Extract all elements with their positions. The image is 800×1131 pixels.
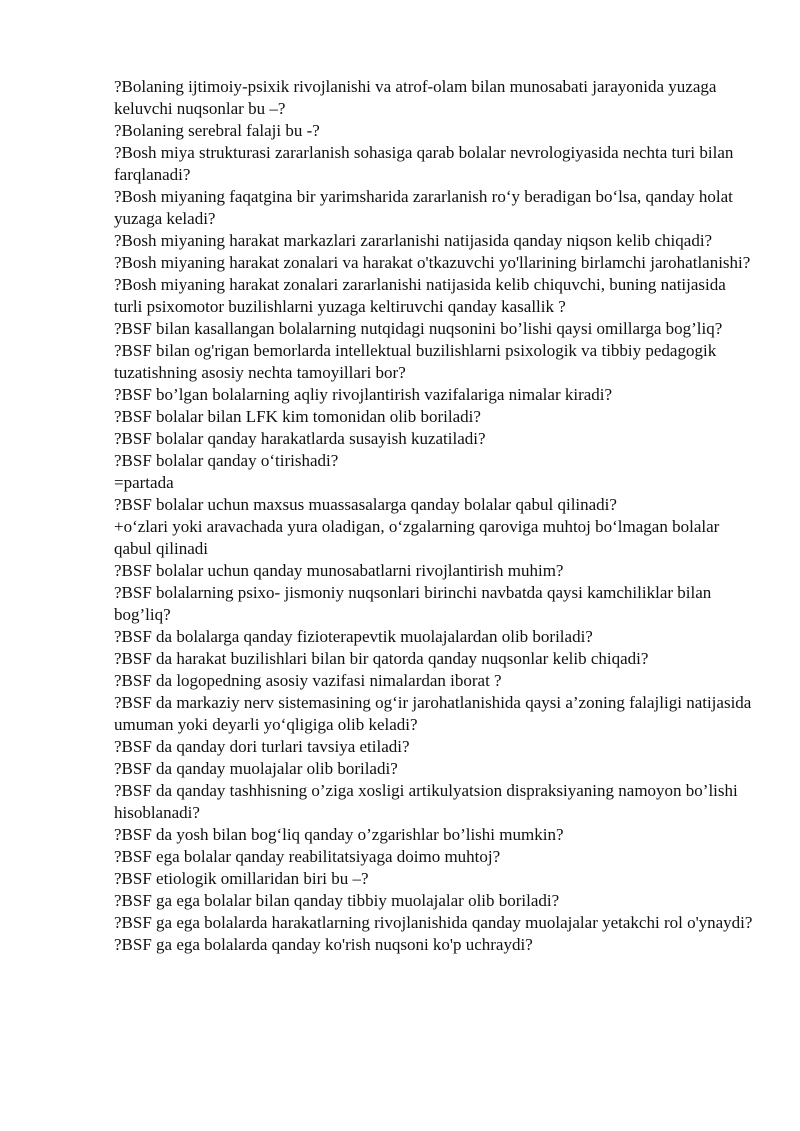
text-line-20: ?BSF da harakat buzilishlari bilan bir qatorda qanday nuqsonlar kelib chiqadi? xyxy=(114,649,649,668)
text-line-27: ?BSF ega bolalar qanday reabilitatsiyaga doimo muhtoj? xyxy=(114,847,501,866)
text-line-9: ?BSF bilan og'rigan bemorlarda intellektual buzilishlarni psixologik va tibbiy pedagogik tuzatishning asosiy nechta tamoyillari bor? xyxy=(114,341,717,382)
text-line-7: ?Bosh miyaning harakat zonalari zararlanishi natijasida kelib chiquvchi, buning natijasida turli psixomotor buzilishlarni yuzaga keltiruvchi qanday kasallik ? xyxy=(114,275,726,316)
text-line-31: ?BSF ga ega bolalarda qanday ko'rish nuqsoni ko'p uchraydi? xyxy=(114,935,533,954)
text-line-11: ?BSF bolalar bilan LFK kim tomonidan olib boriladi? xyxy=(114,407,481,426)
text-line-25: ?BSF da qanday tashhisning o’ziga xosligi artikulyatsion dispraksiyaning namoyon bo’lishi hisoblanadi? xyxy=(114,781,738,822)
text-line-30: ?BSF ga ega bolalarda harakatlarning rivojlanishida qanday muolajalar yetakchi rol o'ynaydi? xyxy=(114,913,753,932)
text-line-1: ?Bolaning ijtimoiy-psixik rivojlanishi va atrof-olam bilan munosabati jarayonida yuzaga keluvchi nuqsonlar bu –? xyxy=(114,77,717,118)
text-line-4: ?Bosh miyaning faqatgina bir yarimsharida zararlanish ro‘y beradigan bo‘lsa, qanday holat yuzaga keladi? xyxy=(114,187,733,228)
text-line-28: ?BSF etiologik omillaridan biri bu –? xyxy=(114,869,369,888)
text-line-19: ?BSF da bolalarga qanday fizioterapevtik muolajalardan olib boriladi? xyxy=(114,627,593,646)
text-line-5: ?Bosh miyaning harakat markazlari zararlanishi natijasida qanday niqson kelib chiqadi? xyxy=(114,231,713,250)
text-line-22: ?BSF da markaziy nerv sistemasining og‘ir jarohatlanishida qaysi a’zoning falajligi natijasida umuman yoki deyarli yo‘qligiga olib keladi? xyxy=(114,693,752,734)
text-line-8: ?BSF bilan kasallangan bolalarning nutqidagi nuqsonini bo’lishi qaysi omillarga bog’liq? xyxy=(114,319,723,338)
text-line-13: ?BSF bolalar qanday o‘tirishadi? xyxy=(114,451,339,470)
text-line-3: ?Bosh miya strukturasi zararlanish sohasiga qarab bolalar nevrologiyasida nechta turi bilan farqlanadi? xyxy=(114,143,734,184)
text-line-16: +o‘zlari yoki aravachada yura oladigan, o‘zgalarning qaroviga muhtoj bo‘lmagan bolalar qabul qilinadi xyxy=(114,517,720,558)
document-page xyxy=(114,76,754,956)
text-line-15: ?BSF bolalar uchun maxsus muassasalarga qanday bolalar qabul qilinadi? xyxy=(114,495,617,514)
text-line-29: ?BSF ga ega bolalar bilan qanday tibbiy muolajalar olib boriladi? xyxy=(114,891,560,910)
text-line-24: ?BSF da qanday muolajalar olib boriladi? xyxy=(114,759,398,778)
text-line-10: ?BSF bo’lgan bolalarning aqliy rivojlantirish vazifalariga nimalar kiradi? xyxy=(114,385,613,404)
text-line-2: ?Bolaning serebral falaji bu -? xyxy=(114,121,320,140)
text-line-12: ?BSF bolalar qanday harakatlarda susayish kuzatiladi? xyxy=(114,429,486,448)
text-line-26: ?BSF da yosh bilan bog‘liq qanday o’zgarishlar bo’lishi mumkin? xyxy=(114,825,564,844)
text-line-18: ?BSF bolalarning psixo- jismoniy nuqsonlari birinchi navbatda qaysi kamchiliklar bilan bog’liq? xyxy=(114,583,712,624)
text-line-6: ?Bosh miyaning harakat zonalari va harakat o'tkazuvchi yo'llarining birlamchi jarohatlanishi? xyxy=(114,253,751,272)
text-line-17: ?BSF bolalar uchun qanday munosabatlarni rivojlantirish muhim? xyxy=(114,561,564,580)
text-line-23: ?BSF da qanday dori turlari tavsiya etiladi? xyxy=(114,737,410,756)
text-line-21: ?BSF da logopedning asosiy vazifasi nimalardan iborat ? xyxy=(114,671,502,690)
text-line-14: =partada xyxy=(114,473,174,492)
